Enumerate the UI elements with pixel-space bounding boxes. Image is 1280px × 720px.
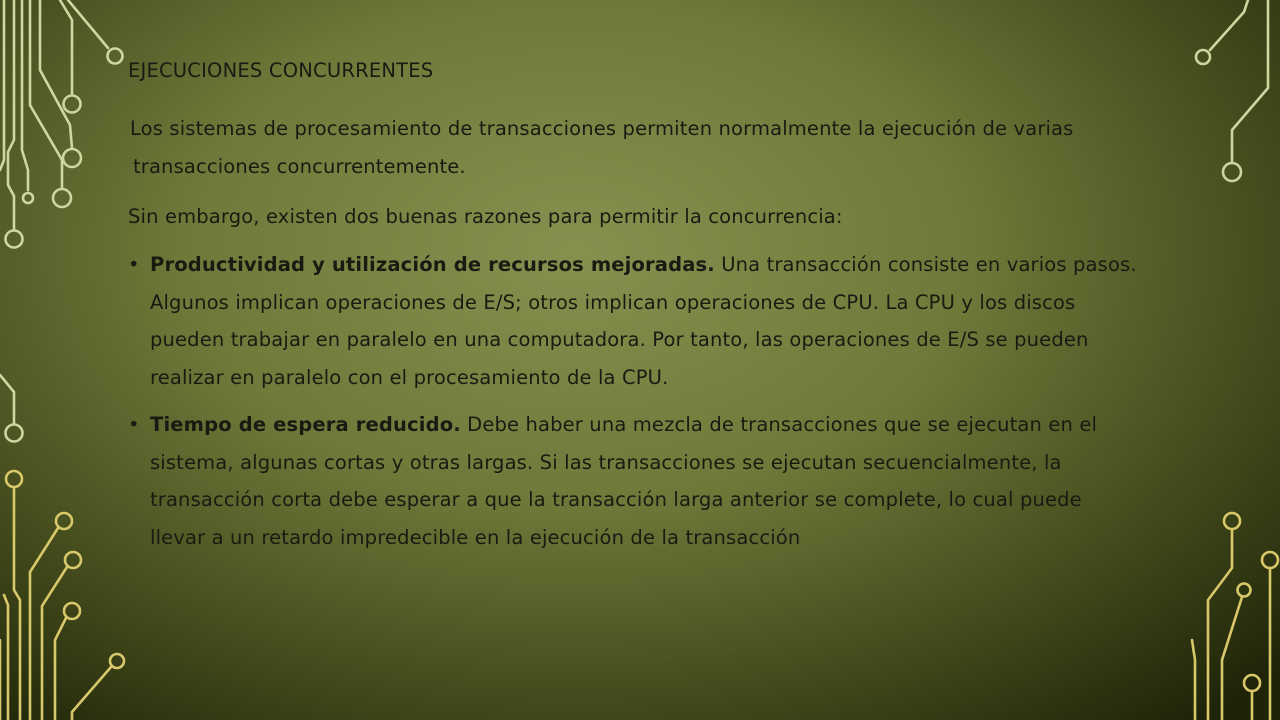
bullet-productivity	[128, 246, 1138, 396]
circuit-top-left	[0, 0, 123, 248]
bullet-wait-time	[128, 406, 1138, 556]
reasons-paragraph: Sin embargo, existen dos buenas razones para permitir la concurrencia:	[128, 205, 843, 228]
bullet-marker: •	[128, 413, 140, 436]
circuit-bottom-left	[0, 471, 124, 720]
bullet-text: Una transacción consiste en varios pasos. Algunos implican operaciones de E/S; otros implican operaciones de CPU. La CPU y los discos pueden trabajar en paralelo en una computadora. Por tanto, las operaciones de E/S se pueden realizar en paralelo con el procesamiento de la CPU.	[150, 253, 1137, 389]
circuit-left-middle	[0, 375, 23, 442]
bullet-heading: Tiempo de espera reducido.	[150, 413, 461, 436]
slide-content	[128, 58, 1138, 566]
slide-title: EJECUCIONES CONCURRENTES	[128, 59, 434, 82]
bullet-marker: •	[128, 253, 140, 276]
circuit-top-right	[1196, 0, 1268, 181]
intro-paragraph: Los sistemas de procesamiento de transacciones permiten normalmente la ejecución de varias transacciones concurrentemente.	[130, 117, 1074, 178]
bullet-text: Debe haber una mezcla de transacciones que se ejecutan en el sistema, algunas cortas y otras largas. Si las transacciones se ejecutan secuencialmente, la transacción corta debe esperar a que la transacción larga anterior se complete, lo cual puede llevar a un retardo impredecible en la ejecución de la transacción	[150, 413, 1098, 549]
circuit-bottom-right	[1192, 513, 1278, 720]
bullet-heading: Productividad y utilización de recursos mejoradas.	[150, 253, 715, 276]
